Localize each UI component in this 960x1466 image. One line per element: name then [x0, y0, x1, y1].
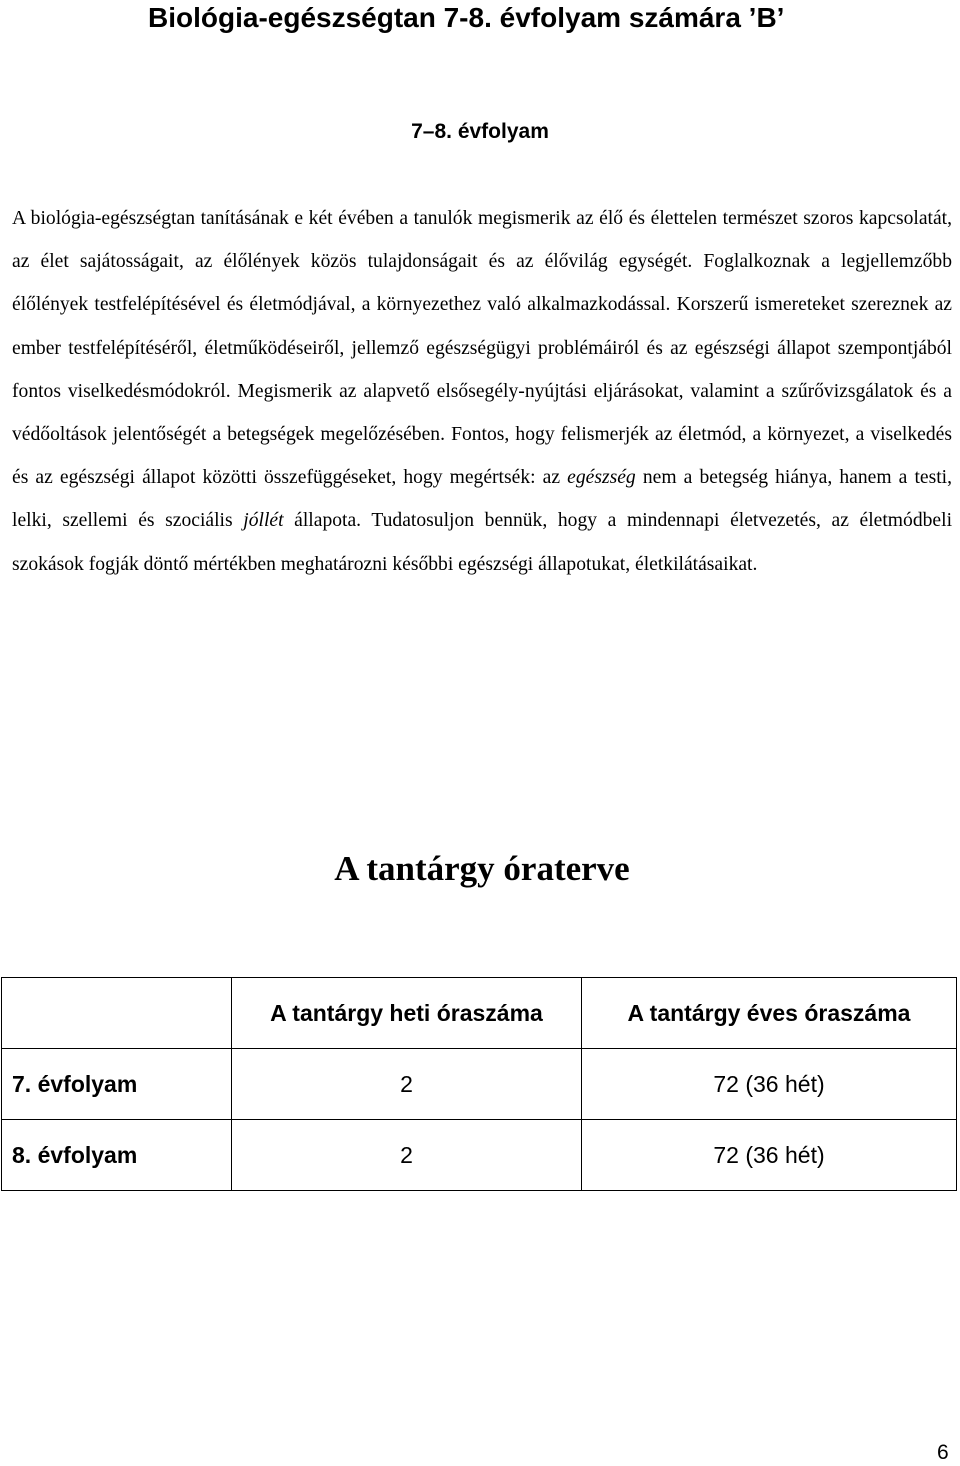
table-cell-weekly: 2: [232, 1120, 582, 1191]
intro-text-part1: A biológia-egészségtan tanításának e két évében a tanulók megismerik az élő és élettelen természet szoros kapcsolatát, az élet sajátosságait, az élőlények közös tulajdonságait és az élővilág egységét. Foglalkoznak a legjellemzőbb élőlények testfelépítésével és életmódjával, a környezethez való alkalmazkodással. Korszerű ismereteket szereznek az ember testfelépítéséről, életműködéseiről, jellemző egészségügyi problémáiról és az egészségi állapot szempontjából fontos viselkedésmódokról. Megismerik az alapvető elsősegély-nyújtási eljárásokat, valamint a szűrővizsgálatok és a védőoltások jelentőségét a betegségek megelőzésében. Fontos, hogy felismerjék az életmód, a környezet, a viselkedés és az egészségi állapot közötti összefüggéseket, hogy megértsék: az: [12, 208, 952, 489]
table-cell-yearly: 72 (36 hét): [582, 1120, 957, 1191]
intro-paragraph: [12, 197, 952, 586]
schedule-heading: A tantárgy óraterve: [334, 849, 630, 888]
grade-heading: 7–8. évfolyam: [411, 120, 549, 143]
table-row: [2, 1120, 957, 1191]
table-header-weekly: A tantárgy heti óraszáma: [232, 978, 582, 1049]
table-row: [2, 1049, 957, 1120]
table-cell-grade: 8. évfolyam: [2, 1120, 232, 1191]
table-header-row: [2, 978, 957, 1049]
intro-emphasis-health: egészség: [567, 467, 636, 489]
page-title: Biológia-egészségtan 7-8. évfolyam számára ’B’: [148, 2, 785, 33]
table-header-empty: [2, 978, 232, 1049]
table-cell-weekly: 2: [232, 1049, 582, 1120]
table-cell-yearly: 72 (36 hét): [582, 1049, 957, 1120]
page-number: 6: [937, 1441, 949, 1464]
table-header-yearly: A tantárgy éves óraszáma: [582, 978, 957, 1049]
intro-text-part2: nem a betegség hiánya, hanem a testi, lelki, szellemi és szociális: [12, 467, 953, 532]
intro-text-part3: állapota. Tudatosuljon bennük, hogy a mindennapi életvezetés, az életmódbeli szokások fogják döntő mértékben meghatározni későbbi egészségi állapotukat, életkilátásaikat.: [12, 510, 953, 575]
hours-table: [1, 977, 957, 1191]
intro-emphasis-wellbeing: jóllét: [243, 510, 284, 532]
table-cell-grade: 7. évfolyam: [2, 1049, 232, 1120]
